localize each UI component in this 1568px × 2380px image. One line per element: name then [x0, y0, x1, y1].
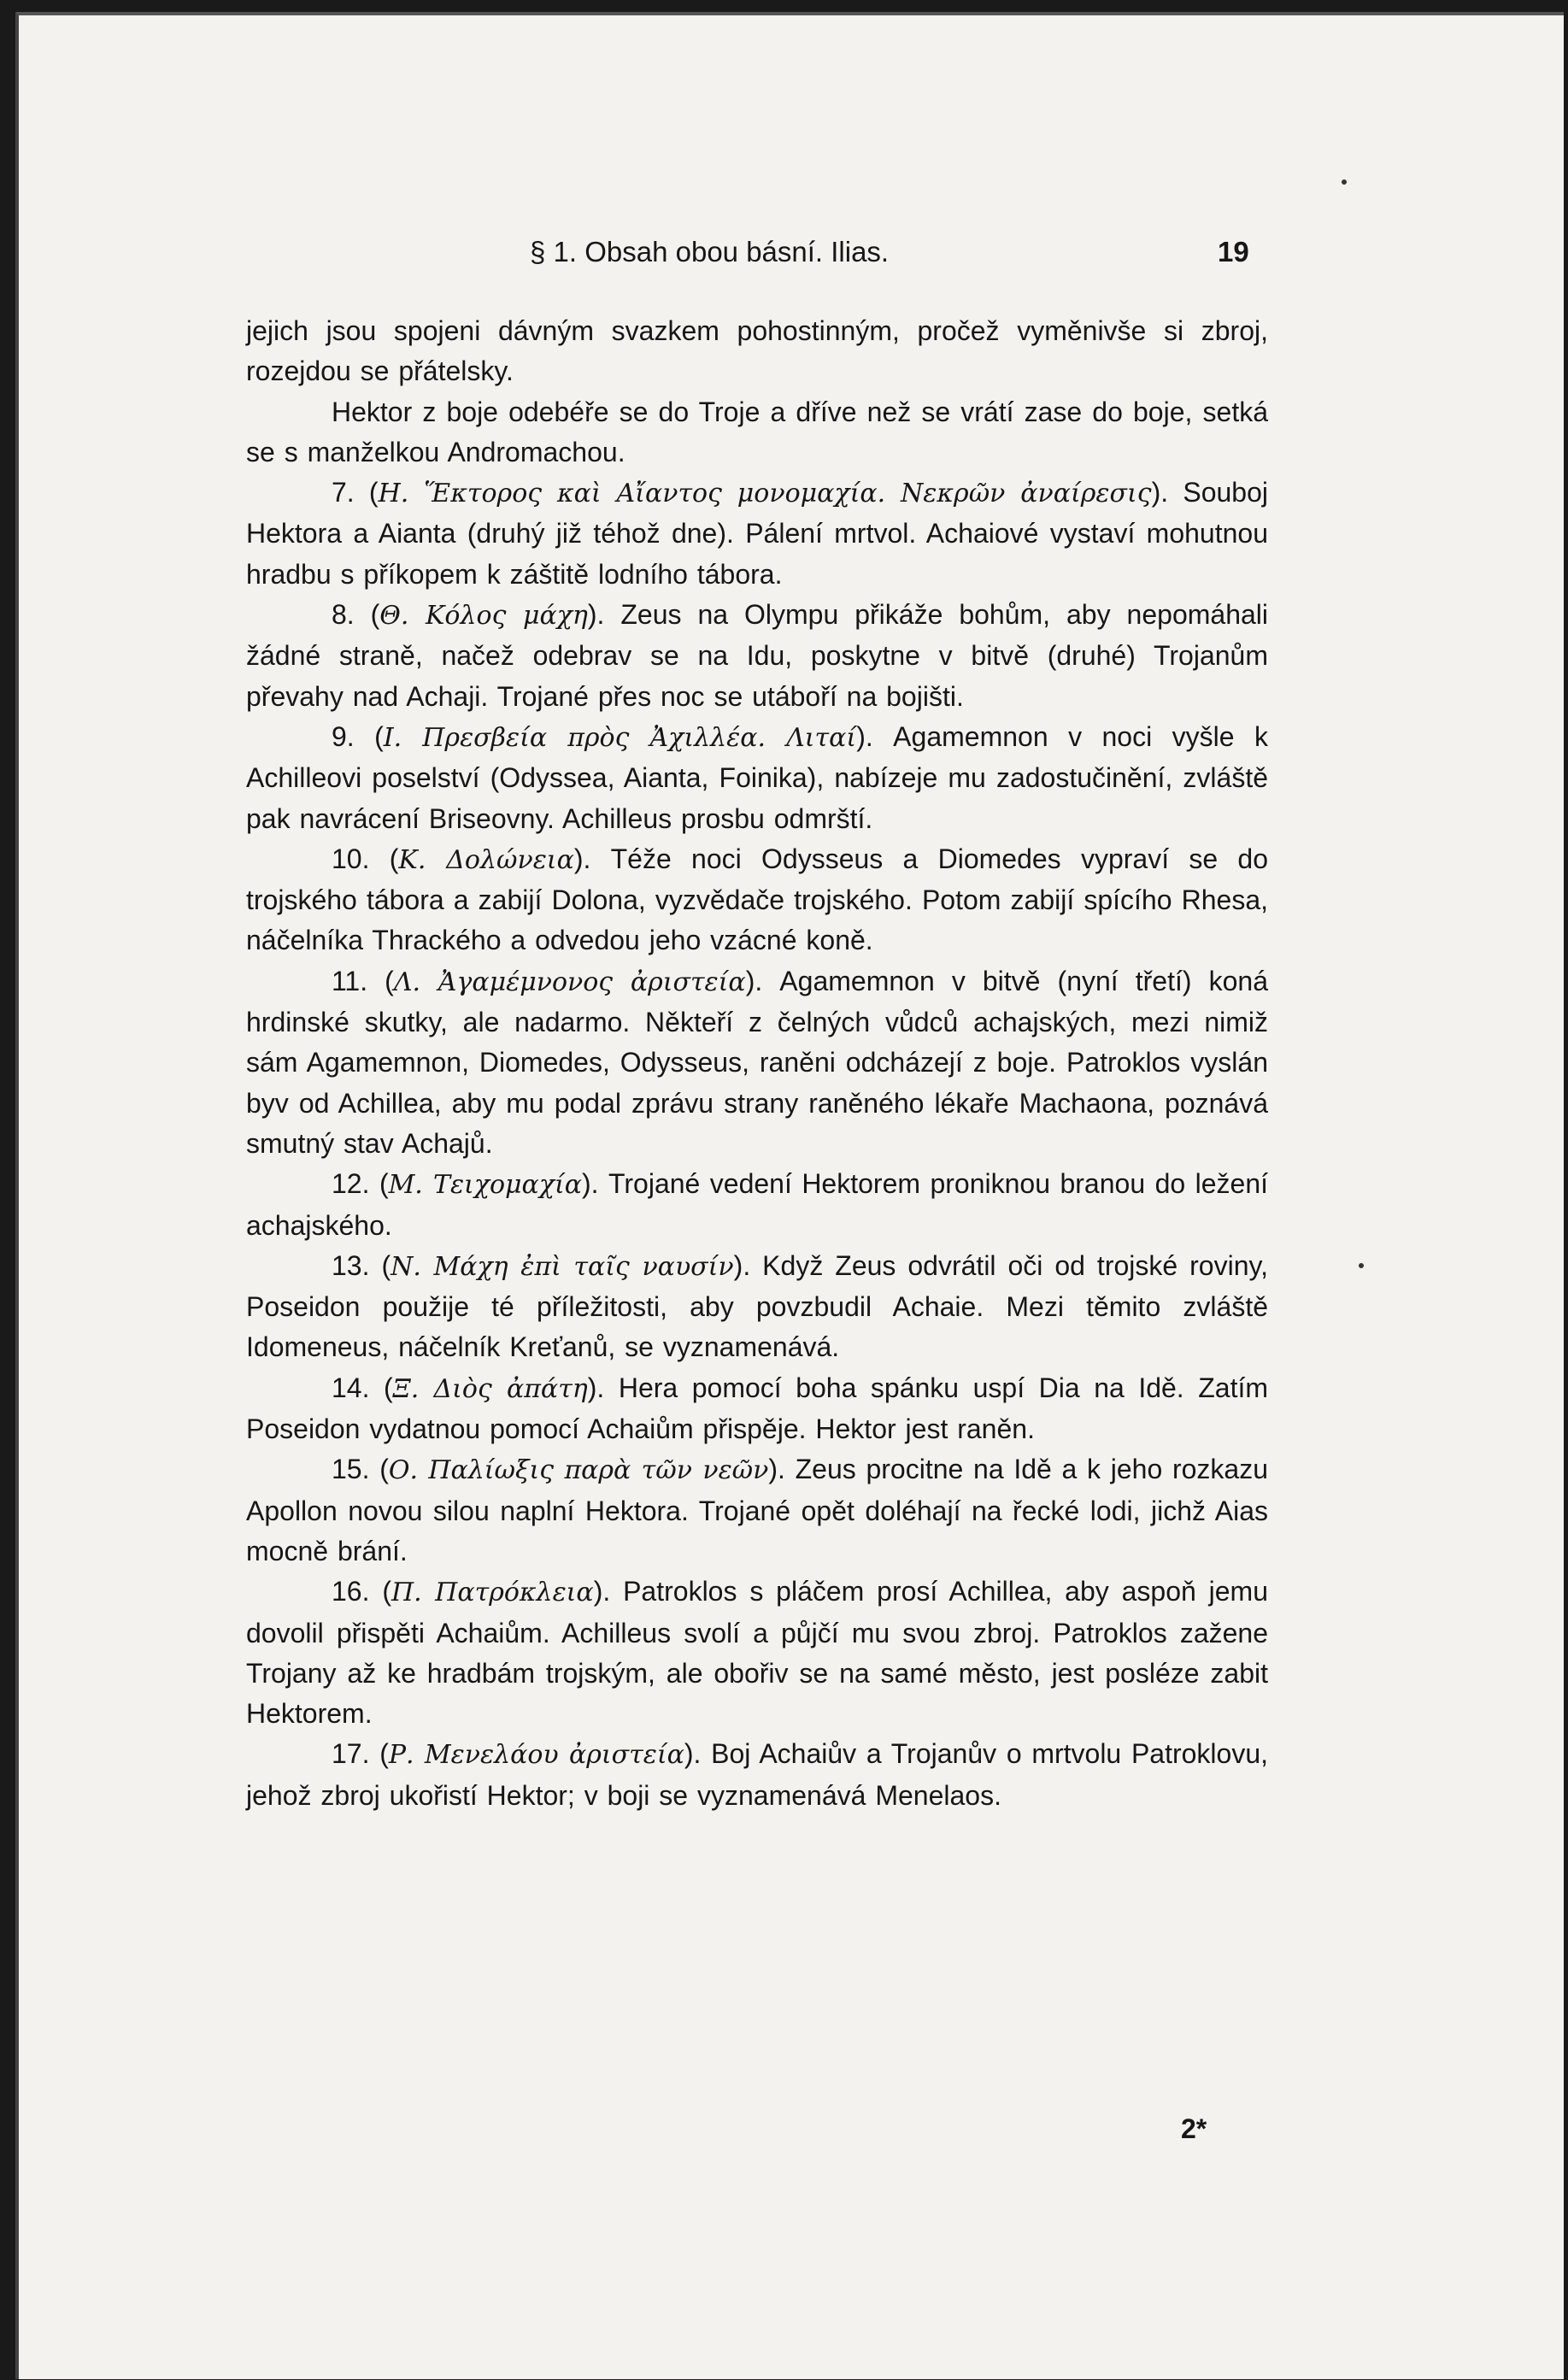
- book-summary-16: [246, 1572, 1268, 1734]
- greek-title: Π. Πατρόκλεια: [391, 1578, 594, 1608]
- paragraph-text: ). Souboj Hektora a Aianta (druhý již téhož dne). Pálení mrtvol. Achaiové vystaví mohutnou hradbu s příkopem k záštitě lodního tábora.: [246, 477, 1269, 590]
- book-number: 10. (: [332, 843, 399, 874]
- book-number: 17. (: [332, 1738, 389, 1770]
- paragraph: [246, 311, 1268, 392]
- paragraph-text: Hektor z boje odebéře se do Troje a dříve než se vrátí zase do boje, setká se s manželkou Andromachou.: [246, 396, 1268, 467]
- greek-title: Η. Ἕκτορος καὶ Αἴαντος μονομαχία. Νεκρῶν ἀναίρεσις: [378, 479, 1152, 509]
- book-number: 15. (: [332, 1454, 389, 1485]
- page-header: [19, 227, 1564, 279]
- greek-title: Ξ. Διὸς ἀπάτη: [392, 1373, 588, 1404]
- book-number: 13. (: [332, 1249, 391, 1281]
- print-speck: [1342, 179, 1347, 185]
- greek-title: Ι. Πρεσβεία πρὸς Ἀχιλλέα. Λιταί: [383, 722, 857, 753]
- signature-mark: 2*: [1181, 2113, 1207, 2144]
- book-summary-7: [246, 473, 1268, 595]
- greek-title: Θ. Κόλος μάχη: [379, 601, 588, 632]
- book-summary-11: [246, 961, 1268, 1164]
- greek-title: Λ. Ἀγαμέμνονος ἀριστεία: [393, 967, 746, 997]
- paragraph-text: jejich jsou spojeni dávným svazkem pohostinným, pročež vyměnivše si zbroj, rozejdou se přátelsky.: [246, 315, 1268, 387]
- book-number: 8. (: [332, 599, 380, 631]
- book-number: 12. (: [332, 1168, 389, 1200]
- paragraph-text: ). Agamemnon v bitvě (nyní třetí) koná hrdinské skutky, ale nadarmo. Někteří z čelných vůdců achajských, mezi nimiž sám Agamemnon, Diomedes, Odysseus, raněni odcházejí z boje. Patroklos vyslán byv od Achillea, aby mu podal zprávu strany raněného lékaře Machaona, poznává smutný stav Achajů.: [246, 965, 1269, 1159]
- paragraph: [246, 392, 1268, 473]
- book-summary-15: [246, 1449, 1268, 1572]
- greek-title: Ο. Παλίωξις παρὰ τῶν νεῶν: [388, 1455, 769, 1486]
- book-number: 11. (: [332, 965, 394, 996]
- book-summary-17: [246, 1734, 1268, 1816]
- paragraph-text: ). Trojané vedení Hektorem proniknou branou do ležení achajského.: [246, 1168, 1268, 1241]
- book-summary-9: [246, 717, 1268, 839]
- paragraph-text: ). Hera pomocí boha spánku uspí Dia na Idě. Zatím Poseidon vydatnou pomocí Achaiům přispěje. Hektor jest raněn.: [246, 1372, 1269, 1445]
- greek-title: Μ. Τειχομαχία: [388, 1170, 583, 1201]
- body-text: [246, 311, 1268, 1816]
- book-number: 7. (: [332, 477, 379, 508]
- paragraph-text: ). Téže noci Odysseus a Diomedes vypraví se do trojského tábora a zabijí Dolona, vyzvědače trojského. Potom zabijí spícího Rhesa, náčelníka Thrackého a odvedou jeho vzácné koně.: [246, 843, 1269, 956]
- paragraph-text: ). Zeus na Olympu přikáže bohům, aby nepomáhali žádné straně, načež odebrav se na Idu, poskytne v bitvě (druhé) Trojanům převahy nad Achaji. Trojané přes noc se utáboří na bojišti.: [246, 599, 1269, 712]
- greek-title: Ρ. Μενελάου ἀριστεία: [388, 1740, 684, 1771]
- page-number: 19: [1218, 236, 1249, 267]
- print-speck: [1359, 1263, 1364, 1268]
- greek-title: Κ. Δολώνεια: [398, 844, 574, 875]
- book-number: 16. (: [332, 1576, 391, 1607]
- paragraph-text: ). Patroklos s pláčem prosí Achillea, aby aspoň jemu dovolil přispěti Achaiům. Achilleus svolí a půjčí mu svou zbroj. Patroklos zažene Trojany až ke hradbám trojským, ale obořiv se na samé město, jest posléze zabit Hektorem.: [246, 1576, 1269, 1730]
- paragraph-text: ). Zeus procitne na Idě a k jeho rozkazu Apollon novou silou naplní Hektora. Trojané opět doléhají na řecké lodi, jichž Aias mocně brání.: [246, 1454, 1269, 1566]
- paragraph-text: ). Agamemnon v noci vyšle k Achilleovi poselství (Odyssea, Aianta, Foinika), nabízeje mu zadostučinění, zvláště pak navrácení Briseovny. Achilleus prosbu odmrští.: [246, 720, 1269, 834]
- book-summary-12: [246, 1164, 1268, 1246]
- book-summary-8: [246, 595, 1268, 717]
- book-number: 9. (: [332, 720, 384, 752]
- book-page: [15, 12, 1564, 2379]
- paragraph-text: ). Když Zeus odvrátil oči od trojské roviny, Poseidon použije té příležitosti, aby povzbudil Achaie. Mezi těmito zvláště Idomeneus, náčelník Kreťanů, se vyznamenává.: [246, 1249, 1269, 1363]
- running-title: § 1. Obsah obou básní. Ilias.: [530, 236, 890, 267]
- book-summary-13: [246, 1246, 1268, 1368]
- book-summary-14: [246, 1368, 1268, 1450]
- book-number: 14. (: [332, 1372, 393, 1403]
- paragraph-text: ). Boj Achaiův a Trojanův o mrtvolu Patroklovu, jehož zbroj ukořistí Hektor; v boji se vyznamenává Menelaos.: [246, 1738, 1269, 1811]
- book-summary-10: [246, 839, 1268, 961]
- greek-title: Ν. Μάχη ἐπὶ ταῖς ναυσίν: [391, 1251, 734, 1282]
